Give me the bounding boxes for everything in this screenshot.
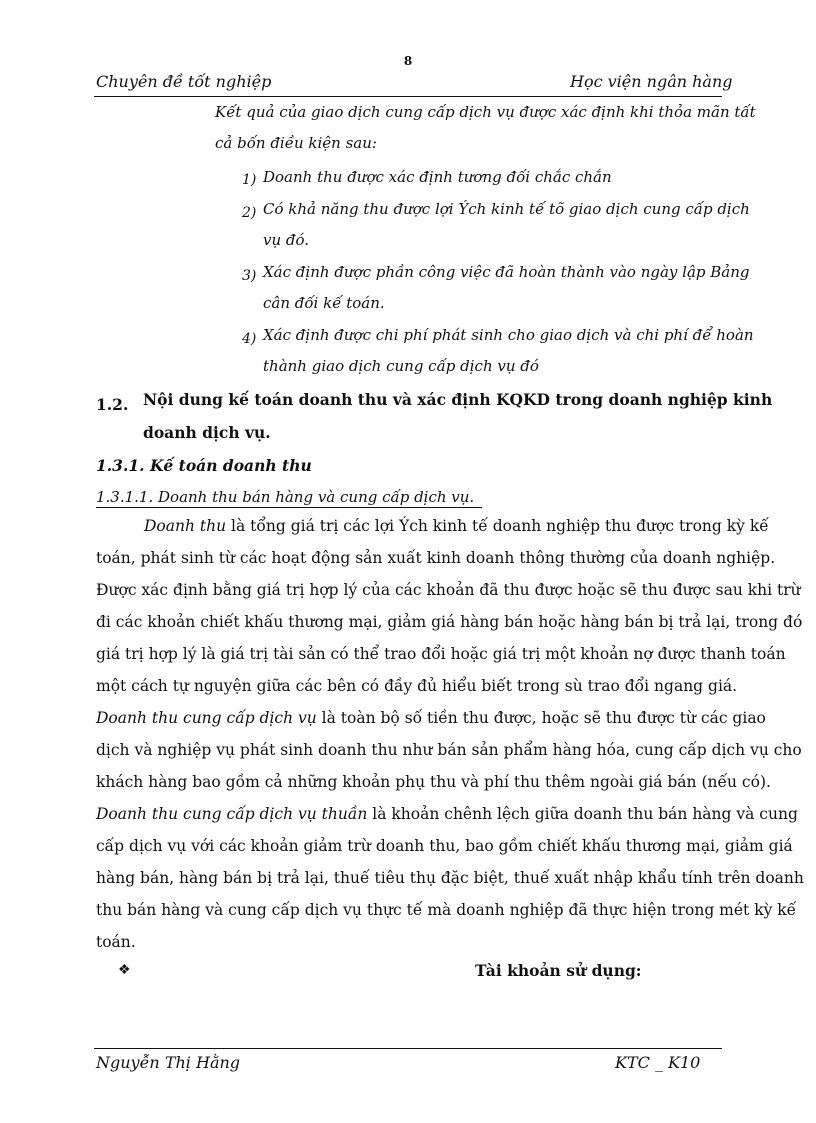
condition-number-3: 3) [242, 268, 257, 284]
paragraph-2-line-2: dịch và nghiệp vụ phát sinh doanh thu như bán sản phẩm hàng hóa, cung cấp dịch vụ cho [96, 741, 802, 759]
paragraph-3-line-1: Doanh thu cung cấp dịch vụ thuần là khoản chênh lệch giữa doanh thu bán hàng và cung [96, 805, 798, 823]
paragraph-1-line-1: Doanh thu là tổng giá trị các lợi Ých kinh tế doanh nghiệp thu được trong kỳ kế [144, 517, 769, 535]
paragraph-3-line-2: cấp dịch vụ với các khoản giảm trừ doanh thu, bao gồm chiết khấu thương mại, giảm giá [96, 837, 793, 855]
header-right: Học viện ngân hàng [570, 72, 733, 91]
accounts-label: Tài khoản sử dụng: [475, 961, 642, 980]
term-doanh-thu-dich-vu: Doanh thu cung cấp dịch vụ [96, 709, 317, 727]
intro-line-1: Kết quả của giao dịch cung cấp dịch vụ được xác định khi thỏa mãn tất [215, 103, 756, 121]
footer-class: KTC _ K10 [615, 1053, 701, 1072]
condition-number-4: 4) [242, 331, 257, 347]
diamond-bullet-icon: ❖ [118, 962, 131, 978]
paragraph-2-line-1: Doanh thu cung cấp dịch vụ là toàn bộ số tiền thu được, hoặc sẽ thu được từ các giao [96, 709, 766, 727]
paragraph-1-line-3: Được xác định bằng giá trị hợp lý của các khoản đã thu được hoặc sẽ thu được sau khi trừ [96, 581, 801, 599]
condition-4-line-2: thành giao dịch cung cấp dịch vụ đó [263, 357, 539, 375]
section-title-line-1: Nội dung kế toán doanh thu và xác định KQKD trong doanh nghiệp kinh [143, 390, 773, 409]
paragraph-2-line-3: khách hàng bao gồm cả những khoản phụ thu và phí thu thêm ngoài giá bán (nếu có). [96, 773, 771, 791]
paragraph-1-line-4: đi các khoản chiết khấu thương mại, giảm giá hàng bán hoặc hàng bán bị trả lại, trong đó [96, 613, 803, 631]
section-title-line-2: doanh dịch vụ. [143, 423, 271, 442]
paragraph-1-line-2: toán, phát sinh từ các hoạt động sản xuất kinh doanh thông thường của doanh nghiệp. [96, 549, 776, 567]
intro-line-2: cả bốn điều kiện sau: [215, 134, 377, 152]
paragraph-1-line-5: giá trị hợp lý là giá trị tài sản có thể trao đổi hoặc giá trị một khoản nợ được thanh toán [96, 645, 786, 663]
page-number: 8 [403, 54, 413, 68]
subsubsection-heading: 1.3.1.1. Doanh thu bán hàng và cung cấp dịch vụ. [96, 488, 482, 508]
condition-1-line-1: Doanh thu được xác định tương đối chắc chắn [263, 168, 612, 186]
condition-2-line-2: vụ đó. [263, 231, 310, 249]
header-divider [94, 96, 722, 97]
condition-4-line-1: Xác định được chi phí phát sinh cho giao dịch và chi phí để hoàn [263, 326, 754, 344]
condition-number-1: 1) [242, 172, 257, 188]
term-doanh-thu: Doanh thu [144, 517, 227, 535]
term-doanh-thu-thuan: Doanh thu cung cấp dịch vụ thuần [96, 805, 368, 823]
subsection-heading: 1.3.1. Kế toán doanh thu [96, 456, 312, 475]
footer-author: Nguyễn Thị Hằng [96, 1053, 241, 1072]
paragraph-3-line-3: hàng bán, hàng bán bị trả lại, thuế tiêu thụ đặc biệt, thuế xuất nhập khẩu tính trên doanh [96, 869, 804, 887]
section-number: 1.2. [96, 395, 129, 414]
paragraph-3-line-5: toán. [96, 933, 136, 951]
condition-3-line-1: Xác định được phần công việc đã hoàn thành vào ngày lập Bảng [263, 263, 750, 281]
paragraph-3-line-4: thu bán hàng và cung cấp dịch vụ thực tế mà doanh nghiệp đã thực hiện trong mét kỳ kế [96, 901, 797, 919]
footer-divider [94, 1048, 722, 1049]
paragraph-1-line-6: một cách tự nguyện giữa các bên có đầy đủ hiểu biết trong sù trao đổi ngang giá. [96, 677, 738, 695]
header-left: Chuyên đề tốt nghiệp [96, 72, 272, 91]
condition-3-line-2: cân đối kế toán. [263, 294, 385, 312]
condition-number-2: 2) [242, 205, 257, 221]
condition-2-line-1: Có khả năng thu được lợi Ých kinh tế tõ giao dịch cung cấp dịch [263, 200, 750, 218]
